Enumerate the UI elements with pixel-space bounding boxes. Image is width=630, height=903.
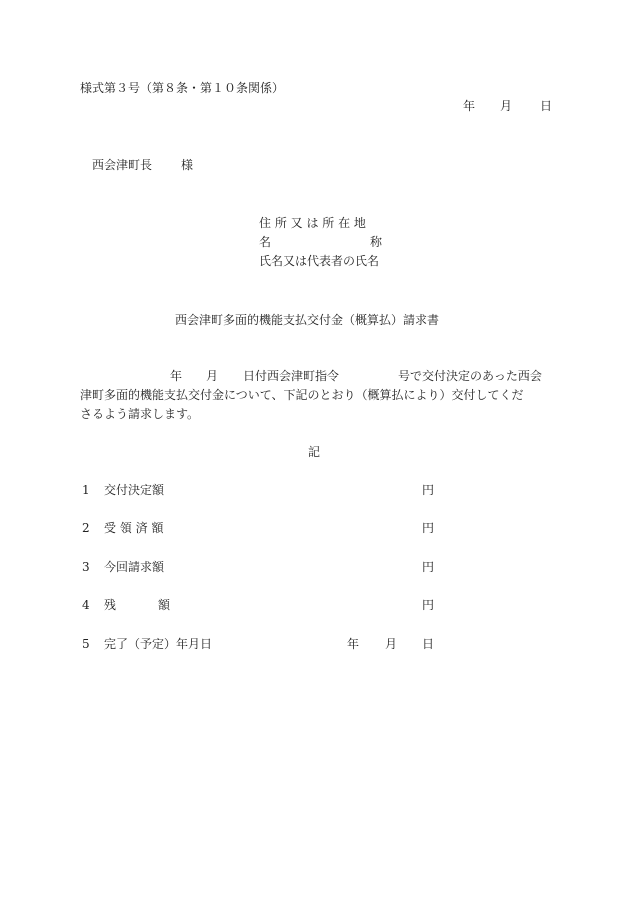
item-unit: 円: [422, 483, 435, 497]
addressee-honorific: 様: [181, 158, 194, 172]
item-unit: 円: [422, 560, 435, 574]
item-unit: 円: [422, 521, 435, 535]
item-unit: 円: [422, 598, 435, 612]
item-label-right: 額: [158, 598, 171, 612]
list-item: [0, 559, 630, 575]
item-number: 3: [82, 560, 90, 574]
date-month: 月: [500, 99, 513, 113]
list-item: [0, 597, 630, 613]
body-day-ref: 日付西会津町指令: [243, 369, 340, 383]
item-label: 完了（予定）年月日: [104, 637, 213, 651]
name-label-left: 名: [259, 235, 272, 249]
addressee-name: 西会津町長: [92, 158, 153, 172]
list-item: [0, 636, 630, 652]
item-number: 5: [82, 637, 90, 651]
item-year: 年: [347, 637, 360, 651]
item-label: 交付決定額: [104, 483, 165, 497]
item-number: 2: [82, 521, 90, 535]
item-label-left: 残: [104, 598, 117, 612]
document-title: 西会津町多面的機能支払交付金（概算払）請求書: [175, 313, 440, 327]
item-label: 受 領 済 額: [104, 521, 164, 535]
body-year: 年: [170, 369, 183, 383]
item-month: 月: [385, 637, 398, 651]
item-day: 日: [422, 637, 435, 651]
body-line-2: 津町多面的機能支払交付金について、下記のとおり（概算払により）交付してくだ: [80, 388, 524, 402]
form-number: 様式第３号（第８条・第１０条関係）: [80, 81, 285, 95]
item-label: 今回請求額: [104, 560, 165, 574]
body-number-suffix: 号で交付決定のあった西会: [398, 369, 542, 383]
address-label: 住 所 又 は 所 在 地: [259, 216, 366, 230]
date-day: 日: [540, 99, 553, 113]
body-line-3: さるよう請求します。: [80, 407, 200, 421]
item-number: 1: [82, 483, 90, 497]
ki-heading: 記: [308, 445, 321, 459]
list-item: [0, 520, 630, 536]
list-item: [0, 482, 630, 498]
body-month: 月: [206, 369, 219, 383]
representative-label: 氏名又は代表者の氏名: [259, 254, 380, 268]
date-year: 年: [463, 99, 476, 113]
item-number: 4: [82, 598, 90, 612]
name-label-right: 称: [370, 235, 383, 249]
